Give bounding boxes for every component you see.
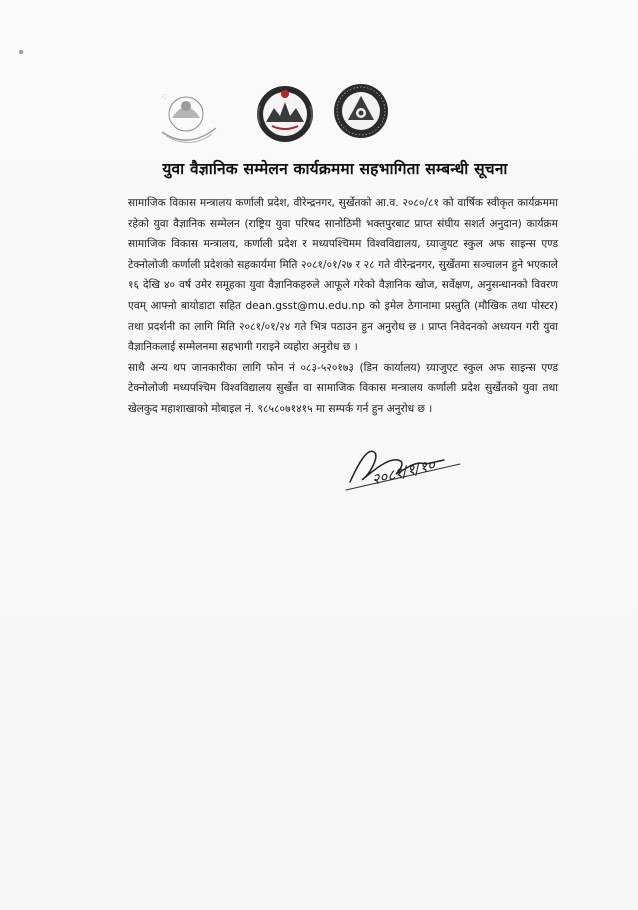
- province-emblem-icon: [150, 84, 228, 152]
- notice-title: युवा वैज्ञानिक सम्मेलन कार्यक्रममा सहभागिता सम्बन्धी सूचना: [162, 160, 508, 178]
- svg-text:◌: ◌: [162, 93, 168, 100]
- notice-paragraph-2: साथै अन्य थप जानकारीका लागि फोन नं ०८३-५२०१७३ (डिन कार्यालय) ग्र्याजुएट स्कुल अफ साइन्स एण्ड टेक्नोलोजी मध्यपश्चिम विश्वविद्यालय सुर्खेत वा सामाजिक विकास मन्त्रालय कर्णाली प्रदेश सुर्खेतको युवा तथा खेलकुद महाशाखाको मोबाइल नं. ९८५८०७१४१५ मा सम्पर्क गर्न हुन अनुरोध छ ।: [128, 361, 558, 415]
- signature-date: २०८१/१/१०: [369, 455, 437, 489]
- notice-paragraph-1: सामाजिक विकास मन्त्रालय कर्णाली प्रदेश, वीरेन्द्रनगर, सुर्खेतको आ.व. २०८०/८१ को वार्षिक स्वीकृत कार्यक्रममा रहेको युवा वैज्ञानिक सम्मेलन (राष्ट्रिय युवा परिषद सानोठिमी भक्तपुरबाट प्राप्त संघीय सशर्त अनुदान) कार्यक्रम सामाजिक विकास मन्त्रालय, कर्णाली प्रदेश र मध्यपश्चिमम विश्वविद्यालय, ग्र्याजुयट स्कुल अफ साइन्स एण्ड टेक्नोलोजी कर्णाली प्रदेशको सहकार्यमा मिति २०८१/०१/२७ र २८ गते वीरेन्द्रनगर, सुर्खेतमा सञ्चालन हुने भएकाले १६ देखि ४० वर्ष उमेर समूहका युवा वैज्ञानिकहरुले आफूले गरेको वैज्ञानिक खोज, सर्वेक्षण, अनुसन्धानको विवरण एवम् आफ्नो बायोडाटा सहित dean.gsst@mu.edu.np को इमेल ठेगानामा प्रस्तुति (मौखिक तथा पोस्टर) तथा प्रदर्शनी का लागि मिति २०८१/०१/२४ गते भित्र पठाउन हुन अनुरोध छ । प्राप्त निवेदनको अध्ययन गरी युवा वैज्ञानिकलाई सम्मेलनमा सहभागी गराइने व्यहोरा अनुरोध छ ।: [128, 197, 558, 354]
- nepal-emblem-icon: [252, 82, 318, 146]
- notice-body: [128, 193, 558, 420]
- university-seal-icon: [332, 82, 390, 140]
- scan-speck: [19, 50, 23, 54]
